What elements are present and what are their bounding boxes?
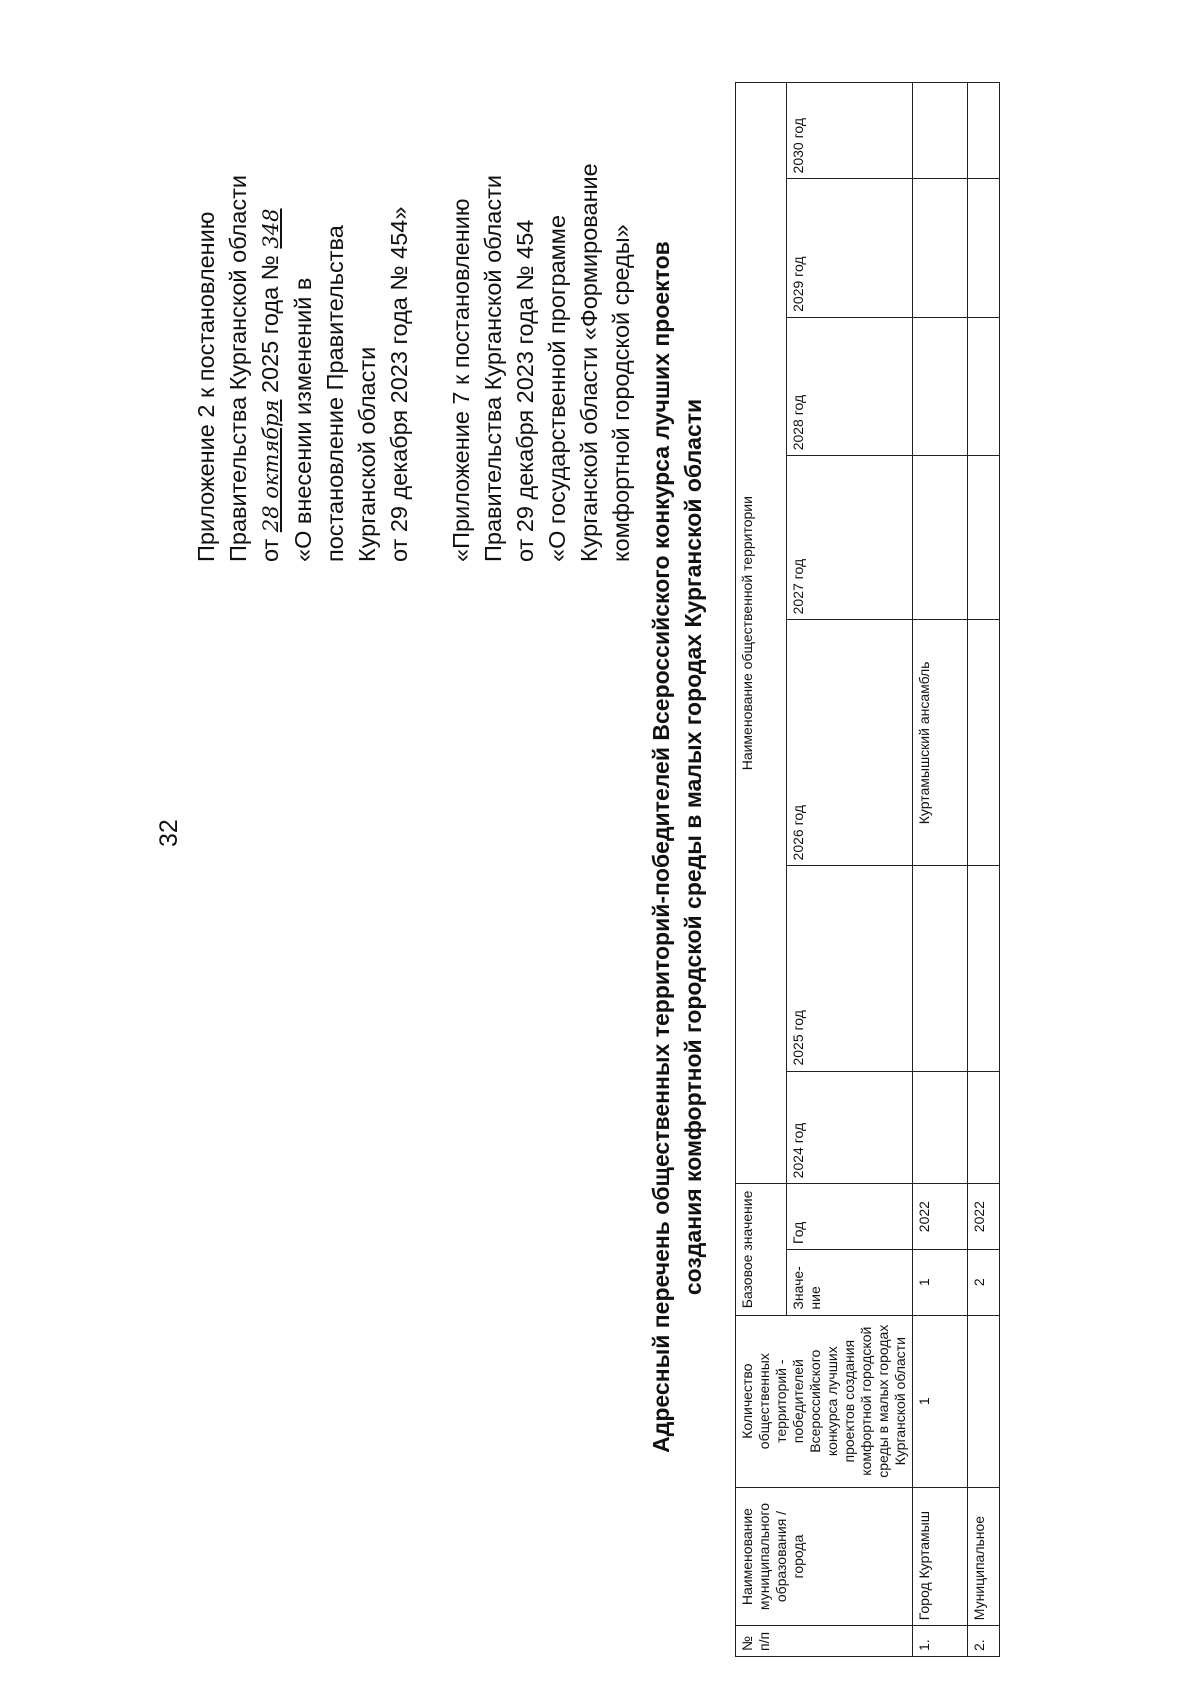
cell-territory-2025 bbox=[913, 866, 968, 1071]
cell-municipality: Муниципальное bbox=[968, 1487, 1000, 1625]
header-year-2026: 2026 год bbox=[786, 620, 912, 866]
cell-territory-2029 bbox=[968, 179, 1000, 317]
cell-num: 2. bbox=[968, 1626, 1000, 1657]
appendix-7-line: Правительства Курганской области bbox=[480, 175, 506, 562]
cell-territory-2028 bbox=[968, 317, 1000, 455]
header-year-2029: 2029 год bbox=[786, 179, 912, 317]
appendix-7-line: от 29 декабря 2023 года № 454 bbox=[512, 219, 538, 562]
appendix-7-line: «Приложение 7 к постановлению bbox=[448, 198, 474, 562]
header-base-value: Базовое значение bbox=[736, 1184, 787, 1315]
table-row bbox=[968, 83, 1000, 1657]
table-header-row bbox=[736, 83, 787, 1657]
cell-territory-2027 bbox=[913, 456, 968, 620]
cell-municipality: Город Куртамыш bbox=[913, 1487, 968, 1625]
cell-value: 1 bbox=[913, 1249, 968, 1315]
header-territory-name: Наименование общественной территории bbox=[736, 83, 787, 1184]
header-year-2025: 2025 год bbox=[786, 866, 912, 1071]
cell-territory-2030 bbox=[968, 83, 1000, 179]
page-number: 32 bbox=[155, 819, 183, 847]
appendix-2-line: постановление Правительства bbox=[322, 225, 348, 562]
appendix-2-date-line bbox=[254, 2, 287, 562]
appendix-7-line: «О государственной программе bbox=[544, 214, 570, 562]
header-num: № п/п bbox=[736, 1626, 913, 1657]
cell-year: 2022 bbox=[913, 1184, 968, 1250]
header-count: Количество общественных территорий - победителей Всероссийского конкурса лучших проектов создания комфортной городской среды в малых городах Курганской области bbox=[736, 1315, 913, 1487]
cell-territory-2028 bbox=[913, 317, 968, 455]
appendix-2-line: Курганской области bbox=[354, 346, 380, 562]
appendix-2-reference bbox=[190, 2, 415, 562]
header-year-2030: 2030 год bbox=[786, 83, 912, 179]
cell-year: 2022 bbox=[968, 1184, 1000, 1250]
cell-territory-2026: Куртамышский ансамбль bbox=[913, 620, 968, 866]
cell-territory-2027 bbox=[968, 456, 1000, 620]
cell-count bbox=[968, 1315, 1000, 1487]
cell-territory-2024 bbox=[968, 1071, 1000, 1184]
title-line-2: создания комфортной городской среды в малых городах Курганской области bbox=[680, 398, 706, 1296]
appendix-2-line: «О внесении изменений в bbox=[290, 277, 316, 562]
header-value: Значе-ние bbox=[786, 1249, 912, 1315]
header-municipality: Наименование муниципального образования / города bbox=[736, 1487, 913, 1625]
title-line-1: Адресный перечень общественных территорий-победителей Всероссийского конкурса лучших проектов bbox=[648, 241, 674, 1453]
date-year-number: 2025 года № bbox=[257, 255, 283, 394]
header-year: Год bbox=[786, 1184, 912, 1250]
cell-territory-2030 bbox=[913, 83, 968, 179]
header-year-2024: 2024 год bbox=[786, 1071, 912, 1184]
date-prefix: от bbox=[257, 538, 283, 562]
appendix-2-line: Приложение 2 к постановлению bbox=[193, 211, 219, 562]
appendix-7-reference bbox=[445, 2, 637, 562]
appendix-7-line: Курганской области «Формирование bbox=[576, 163, 602, 562]
cell-num: 1. bbox=[913, 1626, 968, 1657]
appendix-2-line: от 29 декабря 2023 года № 454» bbox=[386, 206, 412, 562]
handwritten-date: 28 октября bbox=[259, 399, 283, 533]
cell-territory-2025 bbox=[968, 866, 1000, 1071]
cell-count: 1 bbox=[913, 1315, 968, 1487]
appendix-7-line: комфортной городской среды» bbox=[608, 224, 634, 562]
document-title bbox=[645, 37, 709, 1657]
cell-territory-2024 bbox=[913, 1071, 968, 1184]
header-year-2027: 2027 год bbox=[786, 456, 912, 620]
header-year-2028: 2028 год bbox=[786, 317, 912, 455]
appendix-block bbox=[190, 2, 637, 562]
handwritten-doc-number: 348 bbox=[259, 208, 283, 249]
table-row bbox=[913, 83, 968, 1657]
cell-territory-2029 bbox=[913, 179, 968, 317]
cell-territory-2026 bbox=[968, 620, 1000, 866]
address-list-table bbox=[735, 82, 1000, 1657]
cell-value: 2 bbox=[968, 1249, 1000, 1315]
appendix-2-line: Правительства Курганской области bbox=[225, 175, 251, 562]
